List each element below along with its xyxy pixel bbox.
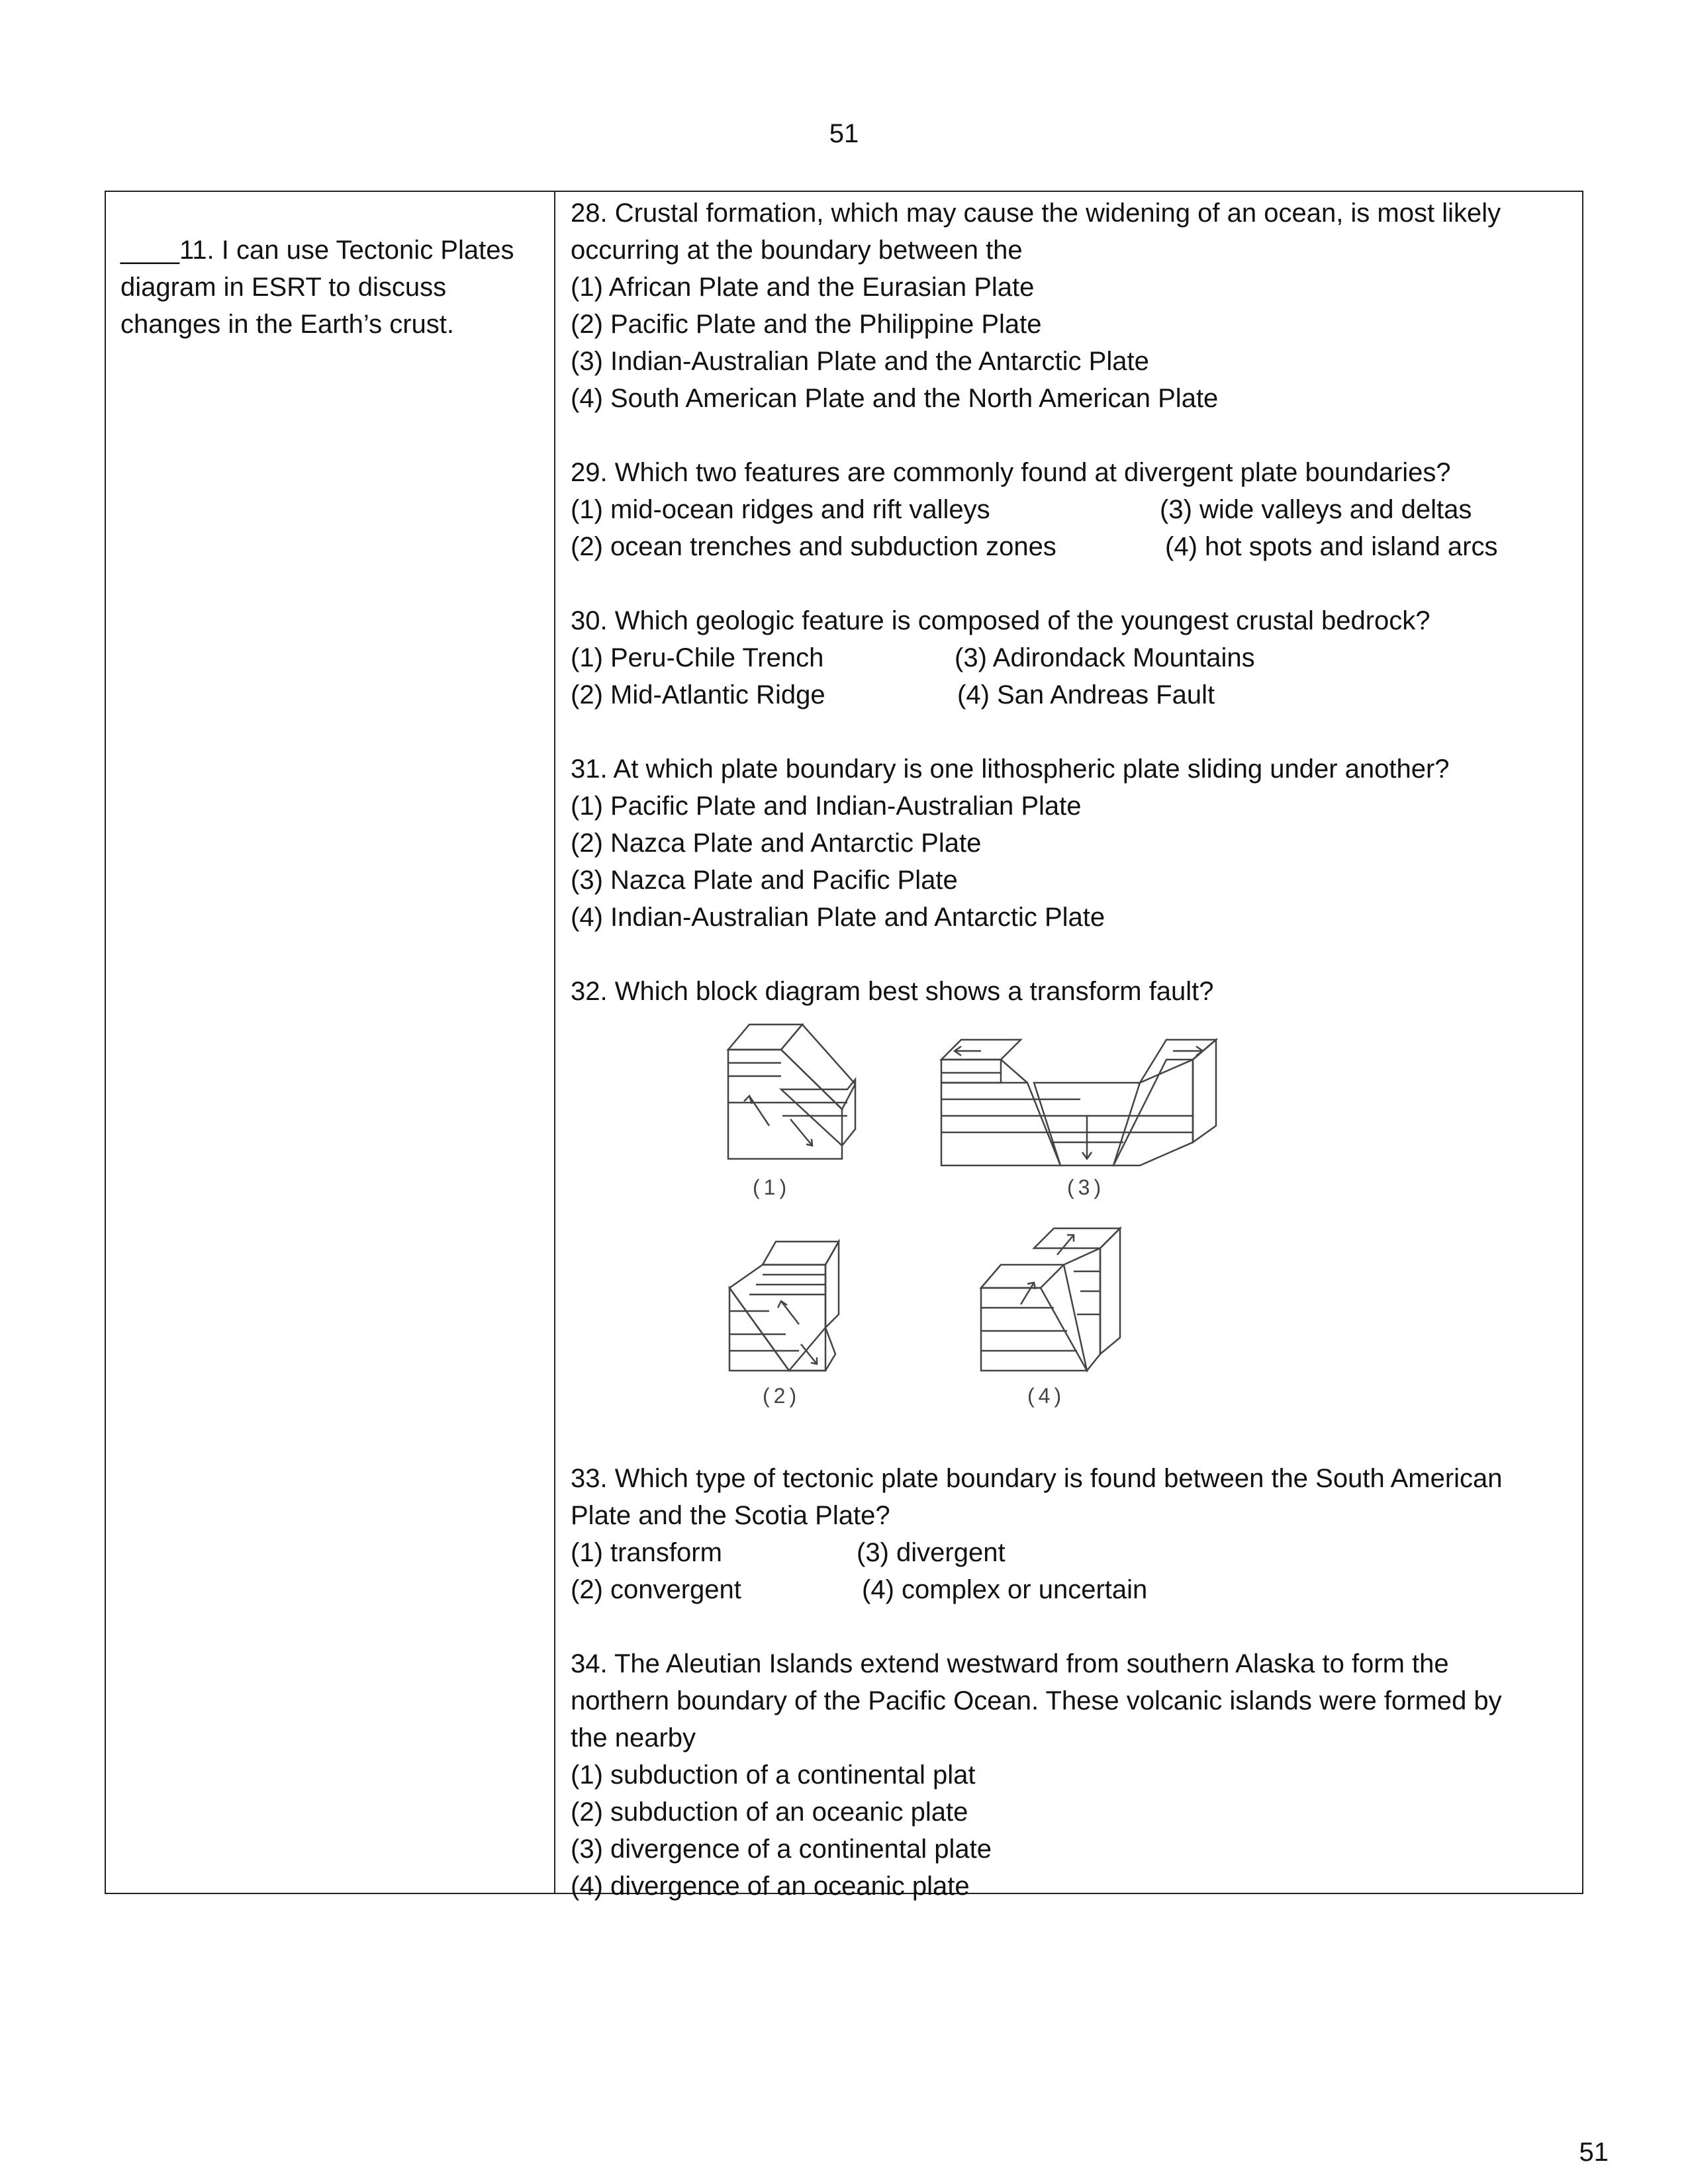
question-29 — [571, 454, 1577, 565]
diagram-label-3: (3) — [1067, 1175, 1105, 1199]
question-33-stem-line2: Plate and the Scotia Plate? — [571, 1501, 890, 1530]
learning-objective: ____11. I can use Tectonic Plates diagram in ESRT to discuss changes in the Earth’s crust. — [120, 236, 514, 339]
block-diagrams — [571, 1010, 1577, 1460]
question-28 — [571, 195, 1577, 417]
question-28-option-2: (2) Pacific Plate and the Philippine Plate — [571, 310, 1042, 339]
question-31-option-2: (2) Nazca Plate and Antarctic Plate — [571, 829, 982, 858]
question-30-option-2: (2) Mid-Atlantic Ridge — [571, 680, 825, 709]
question-29-stem: 29. Which two features are commonly found at divergent plate boundaries? — [571, 458, 1451, 487]
question-33-stem-line1: 33. Which type of tectonic plate boundary is found between the South American — [571, 1464, 1503, 1493]
question-30-stem: 30. Which geologic feature is composed of the youngest crustal bedrock? — [571, 606, 1430, 635]
question-34-option-4: (4) divergence of an oceanic plate — [571, 1872, 970, 1901]
question-31-option-4: (4) Indian-Australian Plate and Antarctic Plate — [571, 903, 1105, 932]
block-diagram-2 — [729, 1242, 839, 1371]
column-divider — [554, 192, 555, 1893]
question-30-option-3: (3) Adirondack Mountains — [955, 643, 1255, 672]
question-34-stem-line1: 34. The Aleutian Islands extend westward from southern Alaska to form the — [571, 1649, 1449, 1678]
question-32-stem: 32. Which block diagram best shows a transform fault? — [571, 977, 1214, 1006]
block-diagram-3 — [941, 1040, 1216, 1165]
diagram-label-4: (4) — [1027, 1384, 1066, 1408]
question-31-option-3: (3) Nazca Plate and Pacific Plate — [571, 866, 958, 895]
block-diagrams-figure — [571, 1010, 1577, 1460]
question-31 — [571, 751, 1577, 936]
block-diagram-1 — [728, 1024, 855, 1159]
questions-cell — [571, 195, 1577, 1905]
block-diagram-4 — [981, 1228, 1120, 1371]
question-34-option-1: (1) subduction of a continental plat — [571, 1760, 976, 1790]
question-30 — [571, 602, 1577, 713]
question-28-option-1: (1) African Plate and the Eurasian Plate — [571, 273, 1035, 302]
diagram-label-1: (1) — [753, 1175, 791, 1199]
question-33-option-2: (2) convergent — [571, 1575, 741, 1604]
question-29-option-3: (3) wide valleys and deltas — [1160, 495, 1472, 524]
question-34-stem-line3: the nearby — [571, 1723, 696, 1752]
question-33-option-3: (3) divergent — [857, 1538, 1006, 1567]
question-28-option-3: (3) Indian-Australian Plate and the Antarctic Plate — [571, 347, 1149, 376]
question-28-option-4: (4) South American Plate and the North American Plate — [571, 384, 1219, 413]
question-34-stem-line2: northern boundary of the Pacific Ocean. These volcanic islands were formed by — [571, 1686, 1502, 1715]
question-32 — [571, 973, 1577, 1460]
question-30-option-1: (1) Peru-Chile Trench — [571, 643, 824, 672]
question-34-option-2: (2) subduction of an oceanic plate — [571, 1797, 968, 1827]
question-29-option-4: (4) hot spots and island arcs — [1165, 532, 1498, 561]
question-28-stem-line1: 28. Crustal formation, which may cause the widening of an ocean, is most likely — [571, 199, 1501, 228]
page-number-top: 51 — [829, 119, 859, 148]
question-31-option-1: (1) Pacific Plate and Indian-Australian Plate — [571, 792, 1082, 821]
question-34-option-3: (3) divergence of a continental plate — [571, 1835, 992, 1864]
question-33-option-4: (4) complex or uncertain — [862, 1575, 1148, 1604]
worksheet-table — [105, 191, 1583, 1901]
question-29-option-2: (2) ocean trenches and subduction zones — [571, 532, 1056, 561]
question-33 — [571, 1460, 1577, 1608]
page-number-bottom: 51 — [1579, 2138, 1609, 2167]
question-28-stem-line2: occurring at the boundary between the — [571, 236, 1023, 265]
question-30-option-4: (4) San Andreas Fault — [957, 680, 1215, 709]
question-34 — [571, 1645, 1577, 1905]
question-33-option-1: (1) transform — [571, 1538, 722, 1567]
question-29-option-1: (1) mid-ocean ridges and rift valleys — [571, 495, 990, 524]
diagram-label-2: (2) — [763, 1384, 801, 1408]
question-31-stem: 31. At which plate boundary is one lithospheric plate sliding under another? — [571, 754, 1450, 784]
